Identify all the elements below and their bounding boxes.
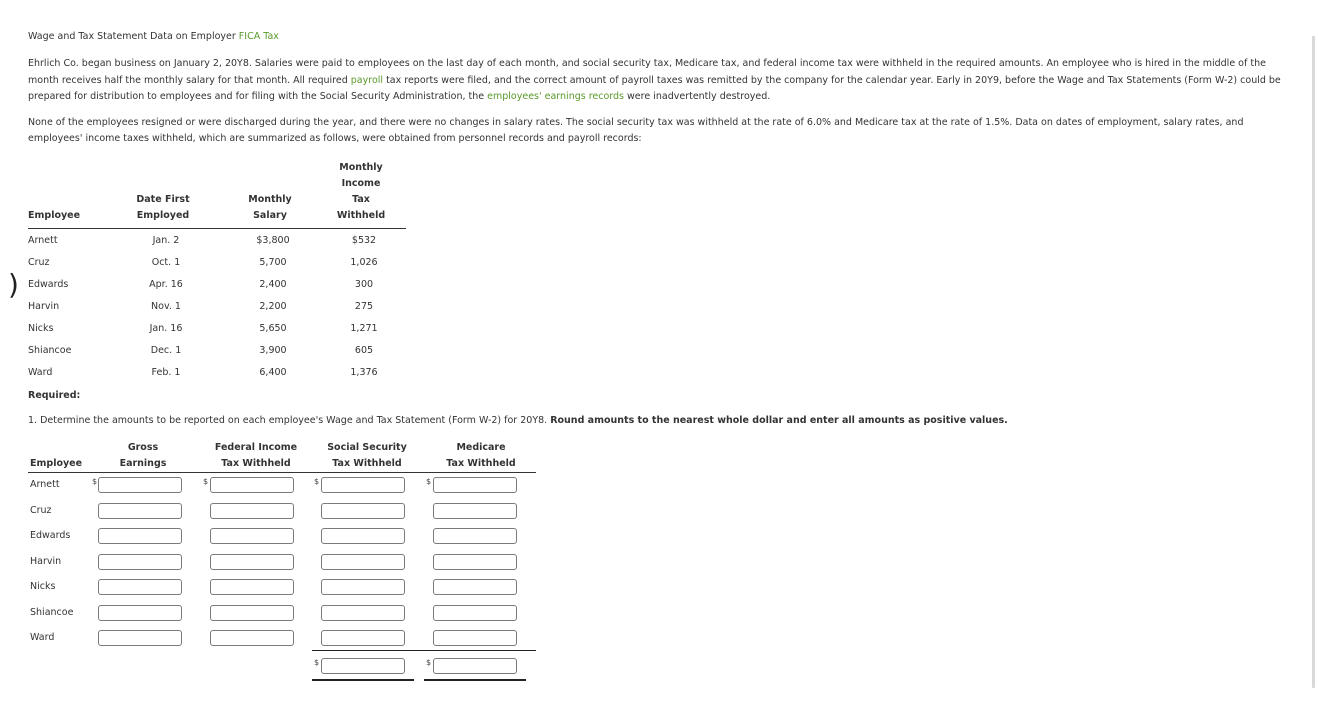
cell-salary: 2,200: [259, 300, 287, 312]
cell-employee: Arnett: [28, 234, 58, 246]
cell-tax: 1,026: [350, 256, 378, 268]
arnett-federal-tax-input[interactable]: [210, 477, 294, 493]
edwards-medicare-tax-input[interactable]: [433, 528, 517, 544]
answer-employee-name: Shiancoe: [30, 606, 74, 618]
data-row-shiancoe: [28, 339, 406, 361]
col-tax-line2: Income: [341, 178, 381, 189]
cell-tax: 605: [354, 344, 374, 356]
ward-federal-tax-input[interactable]: [210, 630, 294, 646]
col-date-line1: Date First: [136, 194, 190, 205]
cell-employee: Cruz: [28, 256, 50, 268]
cell-salary: 2,400: [259, 278, 287, 290]
data-row-nicks: [28, 317, 406, 339]
nicks-ss-tax-input[interactable]: [321, 579, 405, 595]
ss-total-double-line: [312, 679, 414, 681]
dollar-sign: $: [92, 477, 98, 486]
ans-col-federal-line2: Tax Withheld: [221, 458, 291, 469]
answer-employee-name: Harvin: [30, 555, 62, 567]
answer-employee-name: Arnett: [30, 479, 60, 490]
intro-text-3: were inadvertently destroyed.: [624, 91, 771, 102]
cell-salary: 5,700: [259, 256, 287, 268]
shiancoe-ss-tax-input[interactable]: [321, 605, 405, 621]
answer-row-edwards: [28, 524, 536, 550]
data-row-arnett: [28, 229, 406, 252]
total-medicare-tax-input[interactable]: [433, 658, 517, 674]
problem-title: [28, 30, 1290, 44]
ans-col-employee: Employee: [30, 458, 83, 469]
shiancoe-federal-tax-input[interactable]: [210, 605, 294, 621]
dollar-sign: $: [203, 477, 209, 486]
ans-col-gross-line2: Earnings: [119, 458, 167, 469]
answer-row-cruz: [28, 499, 536, 525]
cell-salary: $3,800: [256, 234, 290, 246]
cruz-federal-tax-input[interactable]: [210, 503, 294, 519]
fica-tax-link[interactable]: FICA Tax: [238, 31, 279, 42]
ans-col-medicare-line1: Medicare: [456, 442, 506, 453]
col-date-line2: Employed: [136, 210, 190, 221]
cell-salary: 6,400: [259, 366, 287, 378]
problem-content: [28, 30, 1290, 157]
shiancoe-medicare-tax-input[interactable]: [433, 605, 517, 621]
edwards-federal-tax-input[interactable]: [210, 528, 294, 544]
ward-medicare-tax-input[interactable]: [433, 630, 517, 646]
shiancoe-gross-earnings-input[interactable]: [98, 605, 182, 621]
ward-ss-tax-input[interactable]: [321, 630, 405, 646]
harvin-federal-tax-input[interactable]: [210, 554, 294, 570]
cell-salary: 3,900: [259, 344, 287, 356]
intro-text-2: tax reports were filed, and the correct amount of payroll taxes was remitted by the company for the calendar year. Early in 20Y9, before the Wage and Tax Statements (Form W-2) could be prepared for distribution to employees and for filing with the Social Security Administration, the: [28, 74, 1281, 102]
medicare-subtotal-line: [424, 650, 536, 651]
data-row-ward: [28, 361, 406, 383]
col-date-first-employed: [108, 160, 224, 229]
data-row-edwards: [28, 273, 406, 295]
ans-col-ss-line2: Tax Withheld: [332, 458, 402, 469]
answer-row-ward: [28, 626, 536, 652]
data-row-cruz: [28, 251, 406, 273]
cell-tax: 275: [354, 300, 374, 312]
dollar-sign: $: [426, 657, 432, 667]
cell-date: Apr. 16: [149, 278, 183, 290]
instruction-bold-text: Round amounts to the nearest whole dollar and enter all amounts as positive values.: [550, 415, 1008, 426]
col-salary-line1: Monthly: [248, 194, 292, 205]
answer-row-nicks: [28, 575, 536, 601]
cell-date: Jan. 16: [149, 322, 183, 334]
cruz-medicare-tax-input[interactable]: [433, 503, 517, 519]
arnett-ss-tax-input[interactable]: [321, 477, 405, 493]
cell-date: Oct. 1: [151, 256, 181, 268]
answer-employee-name: Nicks: [30, 581, 56, 592]
cell-tax: 1,376: [350, 366, 378, 378]
cell-date: Nov. 1: [151, 300, 181, 312]
answer-table-header: [28, 440, 536, 473]
cruz-ss-tax-input[interactable]: [321, 503, 405, 519]
answer-employee-name: Edwards: [30, 530, 71, 541]
col-tax-line4: Withheld: [336, 210, 386, 221]
answer-employee-name: Cruz: [30, 504, 52, 516]
ward-gross-earnings-input[interactable]: [98, 630, 182, 646]
harvin-gross-earnings-input[interactable]: [98, 554, 182, 570]
col-tax-line3: Tax: [352, 194, 370, 205]
cell-date: Feb. 1: [151, 366, 181, 378]
harvin-medicare-tax-input[interactable]: [433, 554, 517, 570]
title-text: Wage and Tax Statement Data on Employer: [28, 31, 239, 42]
dollar-sign: $: [426, 477, 432, 486]
col-employee: Employee: [28, 210, 81, 221]
ss-subtotal-line: [312, 650, 424, 651]
cell-date: Jan. 2: [152, 234, 180, 246]
data-row-harvin: [28, 295, 406, 317]
w2-answer-table: [28, 440, 536, 679]
collapse-handle-icon[interactable]: ): [8, 268, 19, 301]
dollar-sign: $: [314, 657, 320, 667]
cell-tax: 300: [354, 278, 374, 290]
employee-data-table: [28, 160, 406, 383]
question-instruction: [28, 415, 1008, 426]
cell-employee: Ward: [28, 366, 53, 378]
answer-row-harvin: [28, 550, 536, 576]
dollar-sign: $: [314, 477, 320, 486]
cell-employee: Nicks: [28, 322, 54, 334]
cell-employee: Edwards: [28, 278, 69, 290]
nicks-federal-tax-input[interactable]: [210, 579, 294, 595]
col-monthly-salary: [224, 160, 322, 229]
medicare-total-double-line: [424, 679, 526, 681]
payroll-link[interactable]: payroll: [350, 74, 384, 86]
ans-col-medicare-line2: Tax Withheld: [446, 458, 516, 469]
edwards-gross-earnings-input[interactable]: [98, 528, 182, 544]
ans-col-federal-line1: Federal Income: [214, 442, 298, 453]
page-scrollbar[interactable]: [1312, 36, 1315, 688]
ans-col-ss-line1: Social Security: [327, 442, 407, 453]
answer-row-shiancoe: [28, 601, 536, 627]
required-heading: Required:: [28, 390, 81, 401]
cell-tax: 1,271: [350, 322, 378, 334]
col-monthly-income-tax: [322, 160, 406, 229]
cruz-gross-earnings-input[interactable]: [98, 503, 182, 519]
arnett-medicare-tax-input[interactable]: [433, 477, 517, 493]
data-paragraph: None of the employees resigned or were discharged during the year, and there were no changes in salary rates. The social security tax was withheld at the rate of 6.0% and Medicare tax at the rate of 1.5%. Data on dates of employment, salary rates, and employees' income taxes withheld, which are summarized as follows, were obtained from personnel records and payroll records:: [28, 116, 1244, 144]
harvin-ss-tax-input[interactable]: [321, 554, 405, 570]
ans-col-gross-line1: Gross: [127, 442, 159, 453]
answer-row-total: [28, 654, 536, 680]
cell-salary: 5,650: [259, 322, 287, 334]
answer-row-arnett: [28, 473, 536, 499]
cell-employee: Harvin: [28, 300, 60, 312]
earnings-records-link[interactable]: employees' earnings records: [487, 91, 625, 102]
cell-date: Dec. 1: [150, 344, 182, 356]
nicks-medicare-tax-input[interactable]: [433, 579, 517, 595]
answer-employee-name: Ward: [30, 632, 55, 643]
total-ss-tax-input[interactable]: [321, 658, 405, 674]
col-salary-line2: Salary: [253, 210, 287, 221]
intro-text-1: Ehrlich Co. began business on January 2, 20Y8. Salaries were paid to employees on the last day of each month, and social security tax, Medicare tax, and federal income tax were withheld in the required amounts. An employee who is hired in the middle of the month receives half the monthly salary for that month. All required: [28, 58, 1266, 86]
nicks-gross-earnings-input[interactable]: [98, 579, 182, 595]
arnett-gross-earnings-input[interactable]: [98, 477, 182, 493]
cell-tax: $532: [351, 234, 377, 246]
col-tax-line1: Monthly: [339, 162, 383, 173]
edwards-ss-tax-input[interactable]: [321, 528, 405, 544]
instruction-text: 1. Determine the amounts to be reported on each employee's Wage and Tax Statement (Form W-2) for 20Y8.: [28, 415, 551, 426]
intro-paragraph: [28, 56, 1290, 106]
cell-employee: Shiancoe: [28, 344, 72, 356]
data-table-header: [28, 160, 406, 229]
